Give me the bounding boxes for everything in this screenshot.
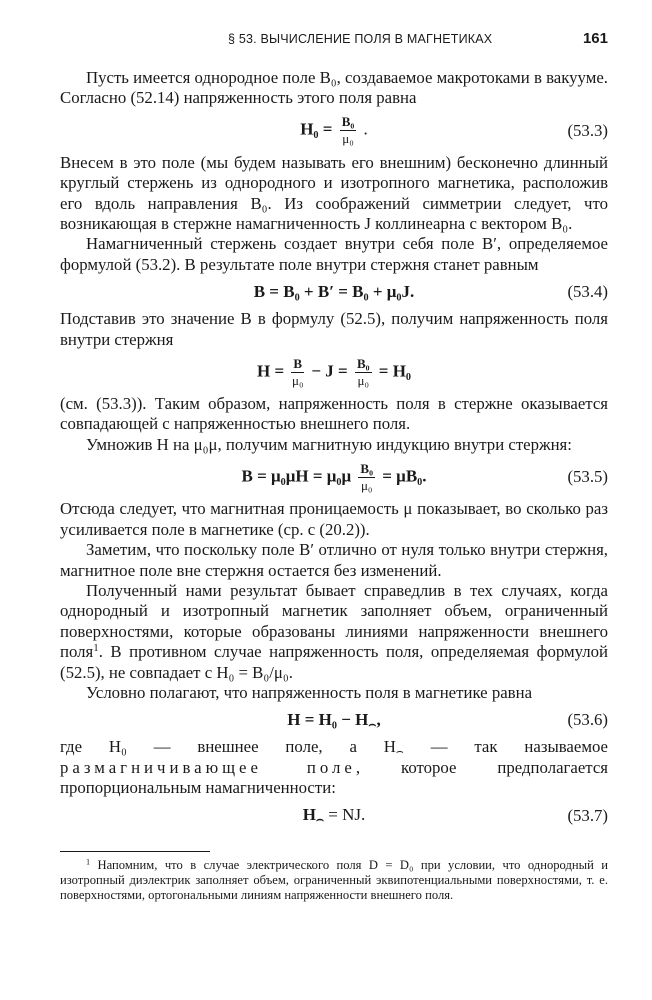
paragraph-3: Намагниченный стержень создает внутри себя поле B′, определяемое формулой (53.2). В результате поле внутри стержня станет равным: [60, 234, 608, 274]
equation-h-inside: [60, 352, 608, 392]
demagnetizing-field-term: размагничивающее поле: [60, 757, 356, 777]
equation-53-4: [60, 277, 608, 307]
equation-53-5: [60, 457, 608, 497]
eq1-denominator: μ₀: [342, 131, 354, 147]
eq4-lhs: B = μ₀μH = μ₀μ: [241, 466, 352, 486]
paragraph-4: Подставив это значение B в формулу (52.5), получим напряженность поля внутри стержня: [60, 309, 608, 349]
paragraph-6: Умножив H на μ₀μ, получим магнитную индукцию внутри стержня:: [86, 434, 572, 454]
eq5-lhs: H = H₀ − H: [287, 710, 369, 730]
footnote-divider: [60, 851, 210, 852]
eq3-mid: − J =: [311, 360, 348, 380]
paragraph-11-tail: , которое предполагается пропорциональным намагниченности:: [60, 757, 608, 798]
eq3-denominator-1: μ₀: [291, 372, 304, 388]
eq4-fraction: [358, 462, 375, 493]
running-header: [60, 28, 608, 52]
paragraph-7: Отсюда следует, что магнитная проницаемость μ показывает, во сколько раз усиливается поле в магнетике (ср. с (20.2)).: [60, 499, 608, 539]
paragraph-2: Внесем в это поле (мы будем называть его внешним) бесконечно длинный круглый стержень из однородного и изотропного магнетика, расположив его вдоль направления B₀. Из соображений симметрии следует, что возникающая в стержне намагниченность J коллинеарна с вектором B₀.: [60, 152, 608, 234]
eq1-fraction: [340, 115, 357, 146]
eq2-number: (53.4): [567, 282, 608, 302]
footnote-mark: 1: [86, 857, 91, 867]
eq4-denominator: μ₀: [360, 477, 373, 493]
eq3-lhs: H =: [256, 360, 285, 380]
footnote-text: Напомним, что в случае электрического поля D = D₀ при условии, что однородный и изотропный диэлектрик заполняет объем, ограниченный эквипотенциальными поверхностями, т. е. поверхностями, ортогональными линиям напряженности внешнего поля.: [60, 857, 608, 903]
eq6-number: (53.7): [567, 805, 608, 825]
equation-53-7: [60, 801, 608, 831]
paragraph-9-part-2: . В противном случае напряженность поля, определяемая формулой (52.5), не совпадает с H₀ = B₀/μ₀.: [60, 642, 608, 682]
equation-53-6: [60, 705, 608, 735]
paragraph-11-mid: — так называемое: [403, 737, 608, 757]
paragraph-11-lead: где H₀ — внешнее поле, а H: [60, 737, 396, 757]
paragraph-10: Условно полагают, что напряженность поля в магнетике равна: [86, 682, 533, 702]
eq3-numerator-2: B₀: [356, 355, 370, 371]
eq4-tail: = μB₀.: [382, 466, 427, 486]
eq2-body: B = B₀ + B′ = B₀ + μ₀J.: [253, 282, 415, 302]
eq5-number: (53.6): [567, 710, 608, 730]
eq4-number: (53.5): [567, 467, 608, 487]
eq1-lhs: H₀ =: [300, 119, 333, 139]
eq6-sub: ⌢: [315, 812, 325, 827]
paragraph-11-sub: ⌢: [395, 744, 404, 759]
eq3-denominator-2: μ₀: [357, 372, 369, 388]
eq1-tail: .: [363, 119, 368, 139]
eq1-numerator: B₀: [341, 114, 355, 130]
equation-53-3: [60, 111, 608, 151]
paragraph-5: (см. (53.3)). Таким образом, напряженность поля в стержне оказывается совпадающей с напряженностью внешнего поля.: [60, 394, 608, 434]
eq5-sub: ⌢: [368, 717, 377, 732]
eq1-number: (53.3): [567, 120, 608, 140]
footnote-ref: 1: [93, 642, 99, 655]
eq6-lhs: H: [302, 805, 316, 825]
paragraph-9: [60, 581, 608, 683]
page-number: 161: [582, 30, 608, 47]
paragraph-9-part-1: Полученный нами результат бывает справедлив в тех случаях, когда однородный и изотропный магнетик заполняет объем, ограниченный поверхностями, которые образованы линиями напряженности внешнего поля: [60, 580, 608, 662]
eq3-tail: = H₀: [378, 360, 412, 380]
eq4-numerator: B₀: [360, 460, 373, 476]
footnote: [60, 858, 608, 904]
section-title: § 53. ВЫЧИСЛЕНИЕ ПОЛЯ В МАГНЕТИКАХ: [228, 32, 493, 46]
paragraph-8: Заметим, что поскольку поле B′ отлично от нуля только внутри стержня, магнитное поле вне стержня остается без изменений.: [60, 540, 608, 580]
eq3-fraction-2: [355, 357, 372, 388]
eq3-numerator-1: B: [293, 355, 303, 371]
eq6-tail: = NJ.: [328, 805, 366, 825]
eq3-fraction-1: [291, 357, 304, 388]
eq5-tail: ,: [376, 710, 381, 730]
page-body: [60, 68, 608, 904]
paragraph-1: Пусть имеется однородное поле B₀, создаваемое макротоками в вакууме. Согласно (52.14) напряженность этого поля равна: [60, 68, 608, 108]
paragraph-11: [60, 737, 608, 798]
